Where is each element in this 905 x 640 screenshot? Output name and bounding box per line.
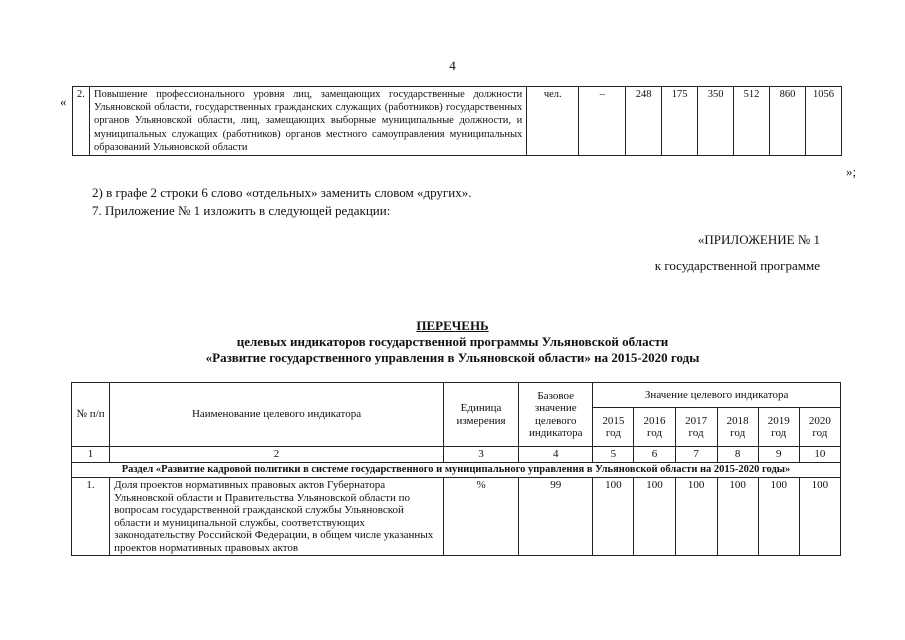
column-numbers-row <box>72 447 841 463</box>
table-row <box>72 478 841 556</box>
value-2016: 100 <box>634 478 675 556</box>
header-row-1 <box>72 383 841 408</box>
col-number: 1 <box>72 447 110 463</box>
col-number: 5 <box>593 447 634 463</box>
value-2015: 248 <box>626 87 662 156</box>
indicators-table <box>71 382 841 556</box>
header-values-group: Значение целевого индикатора <box>593 383 841 408</box>
section-title: Раздел «Развитие кадровой политики в системе государственного и муниципального управления в Ульяновской области на 2015-2020 годы» <box>72 462 841 478</box>
col-number: 4 <box>519 447 593 463</box>
base-value: – <box>579 87 626 156</box>
header-num: № п/п <box>72 383 110 447</box>
col-number: 2 <box>110 447 444 463</box>
value-2020: 100 <box>799 478 840 556</box>
amendment-line-1: 2) в графе 2 строки 6 слово «отдельных» заменить словом «других». <box>92 185 472 200</box>
row-number: 2. <box>73 87 90 156</box>
value-2020: 1056 <box>806 87 842 156</box>
top-table <box>72 86 842 156</box>
indicator-name: Доля проектов нормативных правовых актов Губернатора Ульяновской области и Правительства Ульяновской области по вопросам государственной гражданской службы Ульяновской области и муниципальной службы, соответствующих законодательству Российской Федерации, в общем числе указанных проектов нормативных правовых актов <box>110 478 444 556</box>
col-number: 6 <box>634 447 675 463</box>
row-number: 1. <box>72 478 110 556</box>
document-title: ПЕРЕЧЕНЬ <box>416 318 489 333</box>
header-year-2019: 2019 год <box>758 408 799 447</box>
col-number: 9 <box>758 447 799 463</box>
appendix-title: «ПРИЛОЖЕНИЕ № 1 <box>697 232 820 247</box>
header-year-2018: 2018 год <box>717 408 758 447</box>
value-2018: 512 <box>734 87 770 156</box>
base-value: 99 <box>519 478 593 556</box>
col-number: 7 <box>675 447 717 463</box>
value-2019: 860 <box>770 87 806 156</box>
header-base: Базовое значение целевого индикатора <box>519 383 593 447</box>
appendix-subtitle: к государственной программе <box>654 258 820 273</box>
value-2015: 100 <box>593 478 634 556</box>
col-number: 3 <box>443 447 518 463</box>
unit: % <box>443 478 518 556</box>
page-number: 4 <box>449 58 456 73</box>
header-unit: Единица измерения <box>443 383 518 447</box>
unit: чел. <box>527 87 579 156</box>
header-year-2017: 2017 год <box>675 408 717 447</box>
value-2018: 100 <box>717 478 758 556</box>
header-year-2020: 2020 год <box>799 408 840 447</box>
value-2019: 100 <box>758 478 799 556</box>
indicator-name: Повышение профессионального уровня лиц, замещающих государственные должности Ульяновской области, государственных гражданских служащих (работников) государственных органов Ульяновской области, лиц, замещающих выборные муниципальные должности, и муниципальных служащих (работников) органов местного самоуправления муниципальных образований Ульяновской области <box>89 87 526 156</box>
col-number: 8 <box>717 447 758 463</box>
close-quote: »; <box>846 164 857 179</box>
value-2016: 175 <box>662 87 698 156</box>
open-quote: « <box>60 94 67 109</box>
top-table-row <box>73 87 842 156</box>
document-subtitle-1: целевых индикаторов государственной программы Ульяновской области <box>236 334 669 349</box>
header-year-2016: 2016 год <box>634 408 675 447</box>
value-2017: 100 <box>675 478 717 556</box>
document-subtitle-2: «Развитие государственного управления в Ульяновской области» на 2015-2020 годы <box>205 350 700 365</box>
col-number: 10 <box>799 447 840 463</box>
header-year-2015: 2015 год <box>593 408 634 447</box>
section-row <box>72 462 841 478</box>
header-name: Наименование целевого индикатора <box>110 383 444 447</box>
value-2017: 350 <box>698 87 734 156</box>
amendment-line-2: 7. Приложение № 1 изложить в следующей редакции: <box>92 203 391 218</box>
